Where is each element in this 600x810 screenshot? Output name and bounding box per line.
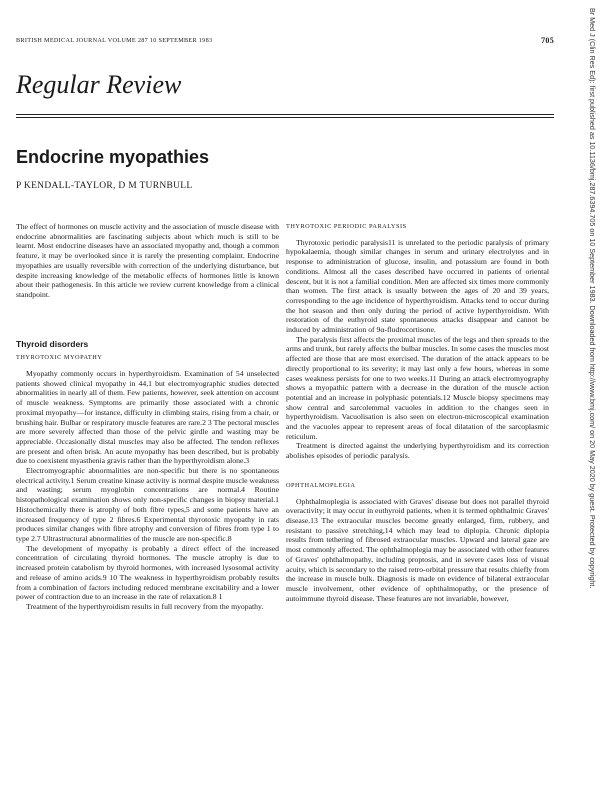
subheading-thyrotoxic-myopathy: THYROTOXIC MYOPATHY [16, 354, 103, 362]
paragraph: The paralysis first affects the proximal muscles of the legs and then spreads to the arms and trunk, but rarely affects the bulbar muscles. In some cases the muscles most affected are those that are most exercised. The duration of the attack appears to be directly proportional to its severity; it may last only a few hours, whereas in some cases weakness persists for one to two weeks.11 During an attack electromyography shows a myopathic pattern with a decrease in the duration of the muscle action potential and an increase in polyphasic potentials.12 Muscle biopsy specimens may show central and sarcolemmal vacuoles in addition to the changes seen in hyperthyroidism. Vacuolisation is also seen on electron-microscopical examination and the vacuoles appear to represent areas of focal dilatation of the sarcoplasmic reticulum. [286, 334, 549, 441]
abstract: The effect of hormones on muscle activity and the association of muscle disease with endocrine abnormalities are fascinating subjects about which much is still to be learnt. Most endocrine diseases have an associated myopathy and, though a common feature, it may be overlooked since it is rarely the presenting complaint. Endocrine myopathies are usually reversible with correction of the underlying disturbance, but despite increasing knowledge of the metabolic effects of hormones little is known about their pathogenesis. In this article we review current knowledge from a clinical standpoint. [16, 222, 279, 299]
section-label: Regular Review [16, 70, 182, 99]
right-column [286, 222, 549, 603]
subheading-periodic-paralysis: THYROTOXIC PERIODIC PARALYSIS [286, 223, 407, 230]
copyright-sidebar [587, 8, 597, 808]
subheading-ophthalmoplegia: OPHTHALMOPLEGIA [286, 481, 356, 489]
paragraph: Myopathy commonly occurs in hyperthyroidism. Examination of 54 unselected patients showed clinical myopathy in 44,1 but electromyographic studies detected abnormalities in nearly all of them. Few patients, however, seek attention on account of muscle weakness. Symptoms are primarily those associated with a chronic proximal myopathy—for instance, difficulty in climbing stairs, rising from a chair, or brushing hair. Bulbar or respiratory muscle features are rare.2 3 The pectoral muscles are more severely affected than those of the pelvic girdle and wasting may be appreciable. Occasionally distal muscles may also be affected. The tendon reflexes are present and often brisk. An acute myopathy has been described, but is probably due to coexistent myasthenia gravis rather than the hyperthyroidism alone.3 [16, 369, 279, 466]
heading-thyroid-disorders: Thyroid disorders [16, 338, 89, 349]
left-column [16, 222, 279, 612]
journal-header: BRITISH MEDICAL JOURNAL VOLUME 287 10 SEPTEMBER 1983 [16, 37, 213, 44]
article-authors: P KENDALL-TAYLOR, D M TURNBULL [16, 181, 193, 191]
paragraph: Treatment of the hyperthyroidism results in full recovery from the myopathy. [26, 601, 264, 611]
header-rule [16, 114, 554, 115]
article-title: Endocrine myopathies [16, 147, 210, 167]
paragraph: Treatment is directed against the underlying hyperthyroidism and its correction abolishes episodes of periodic paralysis. [286, 441, 549, 461]
spacer [286, 461, 549, 481]
download-notice[interactable]: Br Med J (Clin Res Ed): first published as 10.1136/bmj.287.6394.705 on 10 September 1983. Downloaded from http://www.bmj.com/ on 20 May 2020 by guest. Protected by copyright. [588, 8, 597, 589]
paragraph: The development of myopathy is probably a direct effect of the increased concentration of circulating thyroid hormones. The muscle atrophy is due to increased protein catabolism by thyroid hormones, with increased lysosomal activity and release of amino acids.9 10 The weakness in hyperthyroidism probably results from a combination of factors including reduced membrane excitability and a lower power of contraction due to an increase in the rate of relaxation.8 1 [16, 543, 279, 602]
paragraph: Thyrotoxic periodic paralysis11 is unrelated to the periodic paralysis of primary hypokalaemia, though similar changes in serum and urinary electrolytes and in response to administration of glucose, insulin, and potassium are found in both conditions. Almost all the cases described have occurred in patients of oriental descent, but it is not a familial condition. Men are affected six times more commonly than women. The first attack is usually between the ages of 20 and 39 years, corresponding to the age incidence of hyperthyroidism. Attacks tend to occur during the hot season and then only during the period of active hyperthyroidism. With restoration of the euthyroid state spontaneous attacks disappear and cannot be induced by administration of 9α-fludrocortisone. [286, 237, 549, 335]
paragraph: Electromyographic abnormalities are non-specific but there is no spontaneous electrical activity.1 Serum creatine kinase activity is normal despite muscle weakness and wasting; serum myoglobin concentrations are normal.4 Routine histopathological examination shows only non-specific changes in biopsy material.1 Histochemically there is atrophy of both fibre types,5 and some patients have an increased frequency of type 2 fibres.6 Experimental thyrotoxic myopathy in rats produces similar changes with fibre atrophy and conversion of fibres from type 1 to type 2.7 Ultrastructural abnormalities of the muscle are non-specific.8 [16, 466, 279, 543]
running-header [16, 37, 554, 49]
page-number: 705 [541, 36, 554, 45]
paragraph: Ophthalmoplegia is associated with Graves' disease but does not parallel thyroid overactivity; it may occur in euthyroid patients, when it is termed ophthalmic Graves' disease.13 The extraocular muscles become greatly enlarged, firm, rubbery, and resistant to passive stretching,14 which may lead to diplopia. Chronic diplopia results from tethering of fibrosed extraocular muscles. Upward and lateral gaze are most commonly affected. The ophthalmoplegia may be associated with other features of Graves' ophthalmopathy, including proptosis, and in severe cases loss of visual acuity, which is secondary to the raised retro-orbital pressure that results chiefly from the increase in muscle bulk. Diagnosis is made on evidence of bilateral extraocular muscle involvement, other evidence of ophthalmopathy, or the presence of autoimmune thyroid disease. These features are not invariable, however, [286, 496, 549, 603]
header-rule-2 [16, 117, 554, 118]
